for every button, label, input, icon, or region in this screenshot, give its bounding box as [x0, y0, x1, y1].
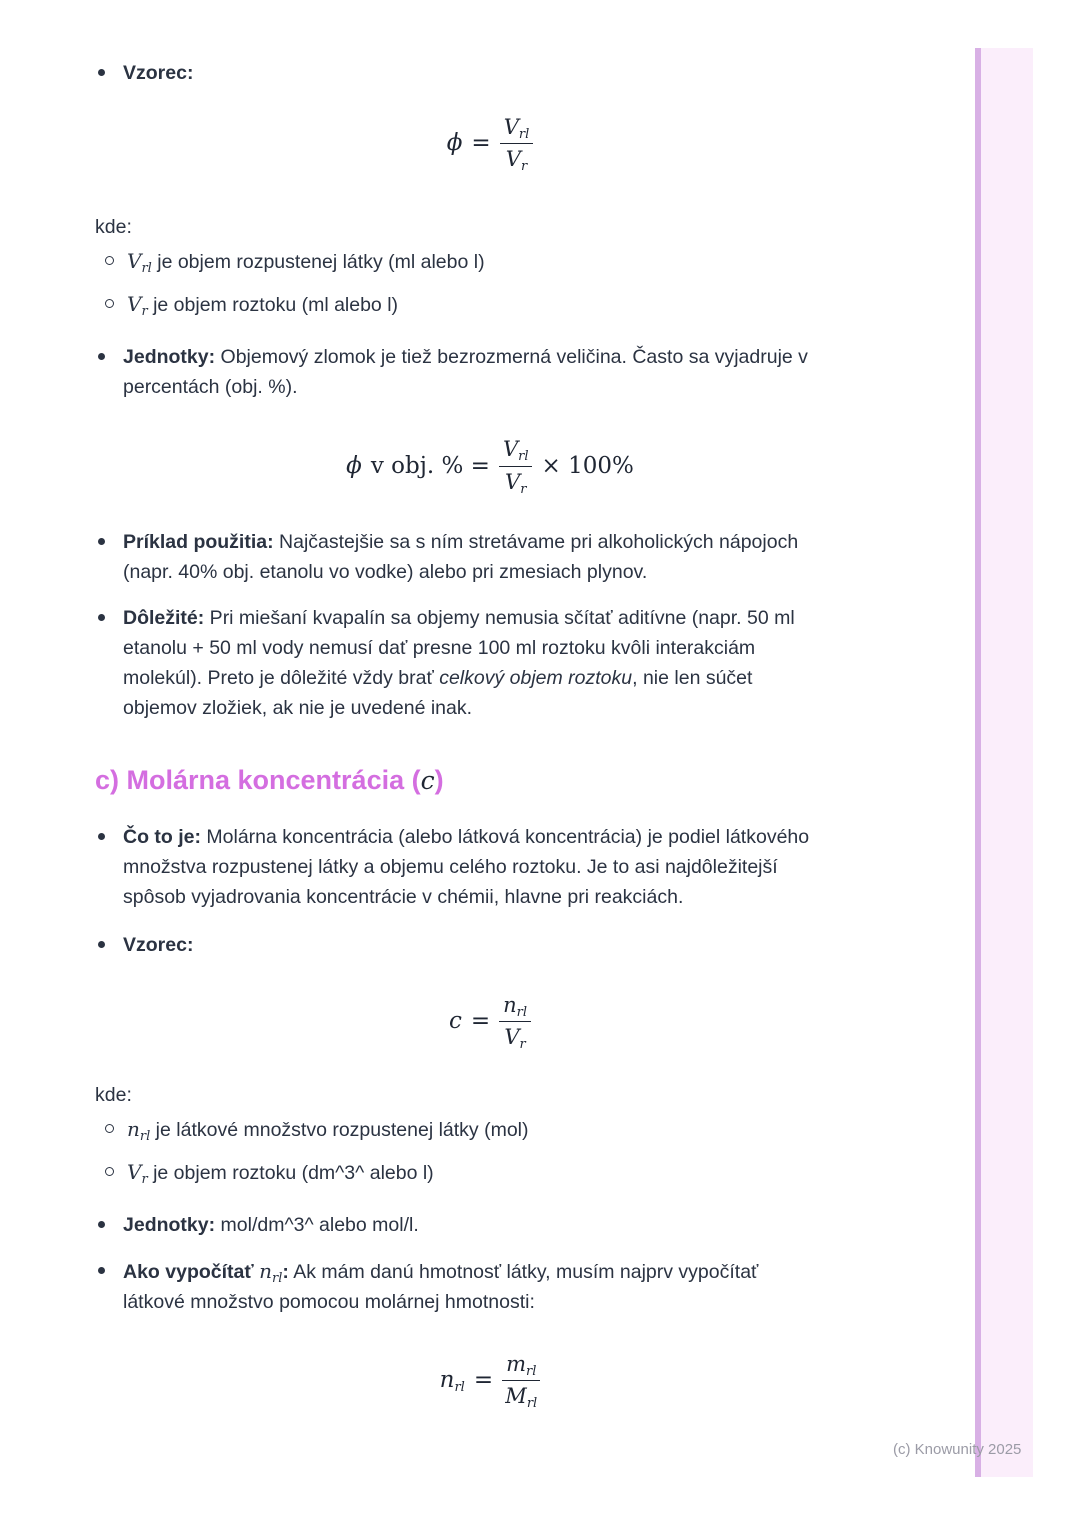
bullet-icon [95, 930, 123, 948]
item-label: Jednotky: [123, 1214, 216, 1237]
item-text: Najčastejšie sa s ním stretávame pri alkoholických nápojoch (napr. 40% obj. etanolu vo vodke) alebo pri zmesiach plynov. [123, 530, 799, 583]
bullet-icon [95, 527, 123, 545]
bullet-icon [95, 342, 123, 360]
numerator-var: m [506, 1352, 527, 1377]
denominator-subscript: r [520, 159, 528, 175]
heading-math-var: c [420, 765, 435, 795]
bullet-icon [95, 822, 123, 840]
kde-label: kde: [95, 1084, 132, 1107]
circle-bullet-icon [105, 1157, 127, 1176]
math-var: V [127, 249, 142, 274]
list-item-priklad [95, 527, 885, 587]
denominator-var: V [504, 1024, 520, 1049]
formula-molar-concentration [95, 992, 885, 1050]
math-var: n [259, 1259, 273, 1284]
item-label: Vzorec: [123, 933, 194, 956]
bullet-icon [95, 1210, 123, 1228]
item-text: Pri miešaní kvapalín sa objemy nemusia sčítať aditívne (napr. 50 ml etanolu + 50 ml vody nemusí dať presne 100 ml roztoku kvôli interakciám molekúl). Preto je dôležité vždy brať [123, 606, 795, 689]
circle-bullet-icon [105, 1114, 127, 1133]
math-equals: = [471, 130, 491, 157]
item-text-italic: celkový objem roztoku [439, 666, 633, 689]
denominator-subscript: r [519, 1036, 526, 1052]
math-times-100: × 100% [541, 452, 634, 479]
fraction [500, 114, 534, 175]
copyright-watermark: (c) Knowunity 2025 [893, 1441, 1022, 1458]
bullet-icon [95, 1256, 123, 1274]
section-heading-molarna-koncentracia [95, 763, 885, 798]
math-subscript: r [141, 304, 148, 320]
list-item [105, 246, 885, 277]
item-text: je látkové množstvo rozpustenej látky (mol) [150, 1119, 529, 1142]
list-item-jednotky-1 [95, 342, 885, 402]
math-var: n [127, 1117, 140, 1142]
item-label: Čo to je: [123, 825, 201, 848]
math-n-var: nrl [439, 1367, 465, 1396]
fraction [502, 1351, 540, 1412]
denominator-var: V [505, 147, 521, 172]
list-item-dolezite [95, 603, 885, 723]
item-label: Vzorec: [123, 62, 194, 84]
denominator-subscript: r [520, 481, 527, 497]
math-phi-symbol: ϕ [346, 452, 362, 479]
list-item [105, 1114, 885, 1145]
math-subscript: r [141, 1172, 148, 1188]
item-text: mol/dm^3^ alebo mol/l. [215, 1214, 419, 1237]
item-text: je objem roztoku (dm^3^ alebo l) [147, 1162, 434, 1185]
fraction [499, 992, 531, 1050]
list-item-jednotky-2 [95, 1210, 885, 1240]
circle-bullet-icon [105, 289, 127, 308]
math-text: v obj. % = [370, 452, 490, 479]
list-item [105, 289, 885, 320]
math-equals: = [470, 1007, 491, 1034]
item-label-colon: : [282, 1261, 289, 1284]
formula-volume-percent [95, 436, 885, 497]
heading-text: ) [434, 764, 444, 795]
item-text: Objemový zlomok je tiež bezrozmerná veličina. Často sa vyjadruje v percentách (obj. %). [123, 346, 808, 399]
list-item-vzorec-2 [95, 930, 885, 960]
math-subscript: rl [272, 1271, 283, 1287]
numerator-subscript: rl [518, 449, 529, 465]
item-label: Dôležité: [123, 606, 205, 629]
item-text: je objem roztoku (ml alebo l) [147, 294, 399, 317]
list-item [105, 1157, 885, 1188]
denominator-var: V [505, 469, 521, 494]
list-item-ako-vypocitat [95, 1256, 885, 1317]
item-text: Ak mám danú hmotnosť látky, musím najprv vypočítať látkové množstvo pomocou molárnej hmotnosti: [123, 1261, 759, 1314]
numerator-var: V [502, 437, 519, 462]
item-label: Jednotky: [123, 346, 216, 369]
math-phi-symbol: ϕ [446, 130, 463, 157]
list-item-vzorec-1 [95, 58, 885, 88]
formula-amount-of-substance [95, 1351, 885, 1412]
sublist-c-vars [105, 1114, 885, 1188]
item-label: Príklad použitia: [123, 530, 274, 553]
denominator-subscript: rl [526, 1396, 538, 1412]
numerator-subscript: rl [516, 1004, 528, 1020]
item-text: , nie len súčet objemov zložiek, ak nie je uvedené inak. [123, 666, 753, 719]
math-equals: = [473, 1367, 494, 1394]
circle-bullet-icon [105, 246, 127, 265]
list-item-coto [95, 822, 885, 912]
math-c-var: c [448, 1007, 462, 1034]
kde-label: kde: [95, 216, 132, 239]
math-subscript: rl [141, 261, 152, 277]
numerator-var: n [503, 992, 517, 1017]
numerator-var: V [503, 115, 519, 139]
denominator-var: M [505, 1384, 527, 1409]
formula-volume-fraction [95, 114, 885, 175]
numerator-subscript: rl [518, 127, 530, 142]
bullet-icon [95, 58, 123, 76]
math-var: V [127, 292, 142, 317]
math-subscript: rl [139, 1129, 151, 1145]
heading-text: c) Molárna koncentrácia ( [95, 764, 421, 795]
lhs-subscript: rl [454, 1380, 465, 1396]
math-var: V [127, 1160, 142, 1185]
numerator-subscript: rl [526, 1364, 537, 1380]
decorative-side-strip [975, 48, 1033, 1477]
fraction [499, 436, 533, 497]
item-text: je objem rozpustenej látky (ml alebo l) [151, 251, 485, 274]
item-label: Ako vypočítať [123, 1261, 260, 1284]
sublist-phi-vars [105, 246, 885, 320]
item-text: Molárna koncentrácia (alebo látková koncentrácia) je podiel látkového množstva rozpustenej látky a objemu celého roztoku. Je to asi najdôležitejší spôsob vyjadrovania koncentrácie v chémii, hlavne pri reakciách. [123, 825, 810, 908]
bullet-icon [95, 603, 123, 621]
